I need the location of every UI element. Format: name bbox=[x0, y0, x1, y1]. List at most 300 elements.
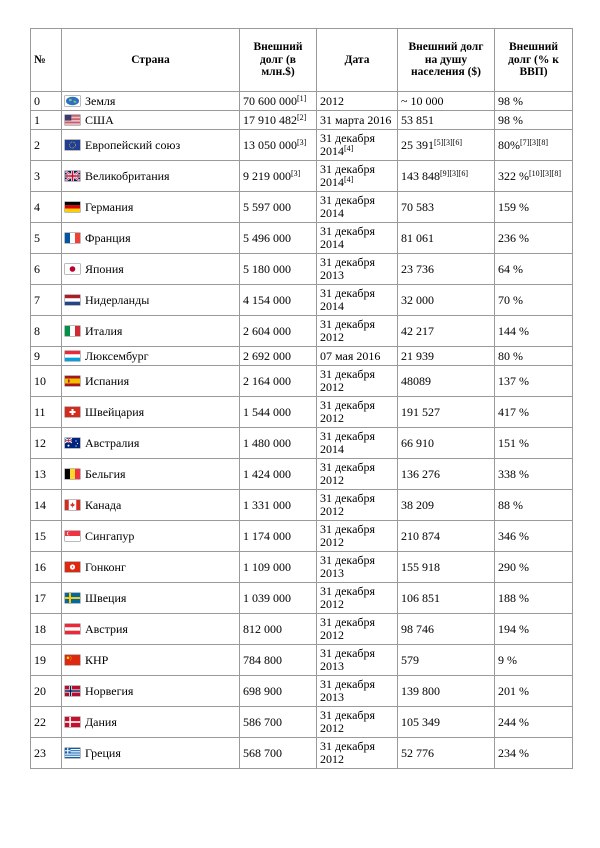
date-reference[interactable]: [4] bbox=[344, 175, 354, 184]
cell-gdp bbox=[495, 676, 573, 707]
cell-per-capita bbox=[398, 552, 495, 583]
debt-value: 1 544 000 bbox=[243, 404, 291, 419]
cell-debt bbox=[240, 192, 317, 223]
debt-value: 1 480 000 bbox=[243, 435, 291, 450]
cell-num bbox=[31, 707, 62, 738]
table-row bbox=[31, 707, 573, 738]
cell-country bbox=[62, 676, 240, 707]
earth-flag-icon bbox=[65, 94, 85, 108]
cell-num bbox=[31, 111, 62, 130]
header-num: № bbox=[31, 29, 62, 92]
cell-per-capita bbox=[398, 428, 495, 459]
debt-value: 4 154 000 bbox=[243, 292, 291, 307]
cell-num bbox=[31, 347, 62, 366]
table-row bbox=[31, 366, 573, 397]
debt-value: 586 700 bbox=[243, 714, 282, 729]
cell-gdp bbox=[495, 347, 573, 366]
cell-gdp bbox=[495, 254, 573, 285]
gdp-value: 244 % bbox=[498, 714, 529, 729]
table-row bbox=[31, 552, 573, 583]
debt-reference[interactable]: [2] bbox=[297, 112, 307, 122]
country-name: Европейский союз bbox=[85, 137, 181, 152]
china-flag-icon bbox=[65, 653, 85, 667]
cell-num bbox=[31, 490, 62, 521]
cell-country bbox=[62, 223, 240, 254]
cell-num bbox=[31, 614, 62, 645]
japan-flag-icon bbox=[65, 262, 85, 276]
row-number: 2 bbox=[34, 137, 40, 152]
per-capita-value: 136 276 bbox=[401, 466, 440, 481]
country-name: КНР bbox=[85, 652, 109, 667]
cell-gdp bbox=[495, 111, 573, 130]
row-number: 5 bbox=[34, 230, 40, 245]
date-value: 2012 bbox=[320, 93, 344, 108]
cell-gdp bbox=[495, 552, 573, 583]
cell-country bbox=[62, 366, 240, 397]
cell-debt bbox=[240, 552, 317, 583]
table-row bbox=[31, 459, 573, 490]
cell-country bbox=[62, 428, 240, 459]
table-row bbox=[31, 347, 573, 366]
country-name: Дания bbox=[85, 714, 117, 729]
switzerland-flag-icon bbox=[65, 405, 85, 419]
gdp-value: 98 % bbox=[498, 93, 523, 108]
per-capita-value: 106 851 bbox=[401, 590, 440, 605]
debt-reference[interactable]: [3] bbox=[297, 137, 307, 147]
country-name: Норвегия bbox=[85, 683, 134, 698]
date-value: 31 декабря 2013 bbox=[320, 677, 376, 704]
table-row bbox=[31, 738, 573, 769]
table-row bbox=[31, 614, 573, 645]
debt-reference[interactable]: [1] bbox=[297, 93, 307, 103]
cell-date bbox=[317, 428, 398, 459]
cell-debt bbox=[240, 521, 317, 552]
gdp-value: 290 % bbox=[498, 559, 529, 574]
date-value: 31 марта 2016 bbox=[320, 112, 392, 127]
gdp-value: 80 % bbox=[498, 348, 523, 363]
cell-per-capita bbox=[398, 366, 495, 397]
per-capita-reference[interactable]: [9][3][6] bbox=[440, 168, 468, 178]
gdp-value: 159 % bbox=[498, 199, 529, 214]
cell-per-capita bbox=[398, 707, 495, 738]
cell-date bbox=[317, 92, 398, 111]
cell-per-capita bbox=[398, 459, 495, 490]
cell-per-capita bbox=[398, 614, 495, 645]
cell-debt bbox=[240, 223, 317, 254]
cell-date bbox=[317, 459, 398, 490]
canada-flag-icon bbox=[65, 498, 85, 512]
cell-debt bbox=[240, 130, 317, 161]
date-value: 07 мая 2016 bbox=[320, 348, 381, 363]
belgium-flag-icon bbox=[65, 467, 85, 481]
header-gdp: Внешний долг (% к ВВП) bbox=[495, 29, 573, 92]
date-value: 31 декабря 2014 bbox=[320, 131, 376, 158]
hongkong-flag-icon bbox=[65, 560, 85, 574]
per-capita-value: 81 061 bbox=[401, 230, 434, 245]
per-capita-value: 143 848 bbox=[401, 168, 440, 183]
cell-gdp bbox=[495, 428, 573, 459]
gdp-value: 234 % bbox=[498, 745, 529, 760]
cell-country bbox=[62, 707, 240, 738]
table-row bbox=[31, 161, 573, 192]
gdp-value: 417 % bbox=[498, 404, 529, 419]
cell-debt bbox=[240, 459, 317, 490]
cell-gdp bbox=[495, 490, 573, 521]
date-reference[interactable]: [4] bbox=[344, 144, 354, 153]
row-number: 10 bbox=[34, 373, 46, 388]
table-row bbox=[31, 521, 573, 552]
country-name: Гонконг bbox=[85, 559, 126, 574]
row-number: 15 bbox=[34, 528, 46, 543]
cell-num bbox=[31, 738, 62, 769]
country-name: Сингапур bbox=[85, 528, 135, 543]
cell-country bbox=[62, 738, 240, 769]
debt-value: 13 050 000 bbox=[243, 137, 297, 152]
debt-value: 5 597 000 bbox=[243, 199, 291, 214]
country-name: Бельгия bbox=[85, 466, 126, 481]
debt-value: 1 424 000 bbox=[243, 466, 291, 481]
table-row bbox=[31, 192, 573, 223]
country-name: Земля bbox=[85, 93, 116, 108]
cell-debt bbox=[240, 428, 317, 459]
debt-reference[interactable]: [3] bbox=[291, 168, 301, 178]
cell-num bbox=[31, 397, 62, 428]
gdp-value: 80% bbox=[498, 137, 520, 152]
per-capita-value: 66 910 bbox=[401, 435, 434, 450]
cell-num bbox=[31, 583, 62, 614]
cell-date bbox=[317, 521, 398, 552]
header-date: Дата bbox=[317, 29, 398, 92]
cell-country bbox=[62, 552, 240, 583]
cell-gdp bbox=[495, 316, 573, 347]
cell-country bbox=[62, 161, 240, 192]
table-row bbox=[31, 397, 573, 428]
cell-country bbox=[62, 254, 240, 285]
row-number: 22 bbox=[34, 714, 46, 729]
debt-value: 698 900 bbox=[243, 683, 282, 698]
per-capita-value: 139 800 bbox=[401, 683, 440, 698]
cell-num bbox=[31, 676, 62, 707]
date-value: 31 декабря 2012 bbox=[320, 317, 376, 344]
table-row bbox=[31, 316, 573, 347]
cell-country bbox=[62, 459, 240, 490]
debt-value: 5 180 000 bbox=[243, 261, 291, 276]
date-value: 31 декабря 2014 bbox=[320, 286, 376, 313]
date-value: 31 декабря 2014 bbox=[320, 224, 376, 251]
table-row bbox=[31, 254, 573, 285]
cell-debt bbox=[240, 366, 317, 397]
cell-gdp bbox=[495, 161, 573, 192]
cell-debt bbox=[240, 645, 317, 676]
cell-num bbox=[31, 645, 62, 676]
debt-value: 1 039 000 bbox=[243, 590, 291, 605]
italy-flag-icon bbox=[65, 324, 85, 338]
country-name: Испания bbox=[85, 373, 130, 388]
cell-gdp bbox=[495, 614, 573, 645]
cell-num bbox=[31, 366, 62, 397]
debt-value: 784 800 bbox=[243, 652, 282, 667]
cell-num bbox=[31, 459, 62, 490]
debt-value: 17 910 482 bbox=[243, 112, 297, 127]
cell-per-capita bbox=[398, 285, 495, 316]
per-capita-value: 38 209 bbox=[401, 497, 434, 512]
cell-country bbox=[62, 583, 240, 614]
country-name: Австралия bbox=[85, 435, 140, 450]
debt-value: 9 219 000 bbox=[243, 168, 291, 183]
per-capita-value: 579 bbox=[401, 652, 419, 667]
gdp-value: 322 % bbox=[498, 168, 529, 183]
gdp-value: 137 % bbox=[498, 373, 529, 388]
date-value: 31 декабря 2012 bbox=[320, 584, 376, 611]
cell-gdp bbox=[495, 707, 573, 738]
cell-debt bbox=[240, 583, 317, 614]
cell-gdp bbox=[495, 285, 573, 316]
per-capita-value: 53 851 bbox=[401, 112, 434, 127]
gdp-value: 151 % bbox=[498, 435, 529, 450]
country-name: Канада bbox=[85, 497, 122, 512]
cell-num bbox=[31, 552, 62, 583]
cell-debt bbox=[240, 161, 317, 192]
cell-per-capita bbox=[398, 223, 495, 254]
row-number: 17 bbox=[34, 590, 46, 605]
row-number: 19 bbox=[34, 652, 46, 667]
cell-date bbox=[317, 707, 398, 738]
cell-gdp bbox=[495, 92, 573, 111]
cell-per-capita bbox=[398, 676, 495, 707]
row-number: 12 bbox=[34, 435, 46, 450]
table-row bbox=[31, 490, 573, 521]
gdp-value: 338 % bbox=[498, 466, 529, 481]
cell-date bbox=[317, 366, 398, 397]
row-number: 6 bbox=[34, 261, 40, 276]
gdp-reference[interactable]: [10][3][8] bbox=[529, 168, 561, 178]
debt-value: 2 604 000 bbox=[243, 323, 291, 338]
date-value: 31 декабря 2013 bbox=[320, 255, 376, 282]
date-value: 31 декабря 2012 bbox=[320, 460, 376, 487]
cell-num bbox=[31, 316, 62, 347]
table-row bbox=[31, 223, 573, 254]
cell-date bbox=[317, 347, 398, 366]
date-value: 31 декабря 2014 bbox=[320, 429, 376, 456]
per-capita-value: 23 736 bbox=[401, 261, 434, 276]
cell-per-capita bbox=[398, 738, 495, 769]
greece-flag-icon bbox=[65, 746, 85, 760]
country-name: Австрия bbox=[85, 621, 128, 636]
cell-gdp bbox=[495, 192, 573, 223]
table-row bbox=[31, 676, 573, 707]
table-row bbox=[31, 645, 573, 676]
cell-date bbox=[317, 223, 398, 254]
cell-num bbox=[31, 192, 62, 223]
cell-country bbox=[62, 490, 240, 521]
cell-date bbox=[317, 583, 398, 614]
per-capita-value: 70 583 bbox=[401, 199, 434, 214]
country-name: Япония bbox=[85, 261, 124, 276]
date-value: 31 декабря 2014 bbox=[320, 162, 376, 189]
sweden-flag-icon bbox=[65, 591, 85, 605]
table-row bbox=[31, 583, 573, 614]
cell-debt bbox=[240, 490, 317, 521]
country-name: Люксембург bbox=[85, 348, 149, 363]
cell-date bbox=[317, 676, 398, 707]
date-value: 31 декабря 2013 bbox=[320, 553, 376, 580]
gdp-value: 88 % bbox=[498, 497, 523, 512]
debt-value: 70 600 000 bbox=[243, 93, 297, 108]
debt-value: 2 692 000 bbox=[243, 348, 291, 363]
row-number: 9 bbox=[34, 348, 40, 363]
table-row bbox=[31, 92, 573, 111]
gdp-value: 194 % bbox=[498, 621, 529, 636]
cell-debt bbox=[240, 285, 317, 316]
cell-date bbox=[317, 161, 398, 192]
cell-gdp bbox=[495, 738, 573, 769]
cell-date bbox=[317, 490, 398, 521]
cell-per-capita bbox=[398, 490, 495, 521]
cell-date bbox=[317, 552, 398, 583]
gdp-value: 98 % bbox=[498, 112, 523, 127]
gdp-value: 188 % bbox=[498, 590, 529, 605]
cell-date bbox=[317, 614, 398, 645]
gdp-value: 346 % bbox=[498, 528, 529, 543]
row-number: 7 bbox=[34, 292, 40, 307]
per-capita-value: 42 217 bbox=[401, 323, 434, 338]
luxembourg-flag-icon bbox=[65, 349, 85, 363]
cell-per-capita bbox=[398, 192, 495, 223]
per-capita-value: 105 349 bbox=[401, 714, 440, 729]
cell-gdp bbox=[495, 645, 573, 676]
per-capita-value: ~ 10 000 bbox=[401, 93, 444, 108]
cell-num bbox=[31, 428, 62, 459]
country-name: Германия bbox=[85, 199, 134, 214]
cell-country bbox=[62, 130, 240, 161]
debt-value: 2 164 000 bbox=[243, 373, 291, 388]
header-per-capita: Внешний долг на душу населения ($) bbox=[398, 29, 495, 92]
country-name: Великобритания bbox=[85, 168, 170, 183]
cell-country bbox=[62, 397, 240, 428]
table-row bbox=[31, 130, 573, 161]
date-value: 31 декабря 2013 bbox=[320, 646, 376, 673]
cell-debt bbox=[240, 676, 317, 707]
table-body bbox=[31, 92, 573, 769]
gdp-value: 70 % bbox=[498, 292, 523, 307]
per-capita-value: 210 874 bbox=[401, 528, 440, 543]
cell-country bbox=[62, 92, 240, 111]
per-capita-value: 48089 bbox=[401, 373, 431, 388]
cell-per-capita bbox=[398, 130, 495, 161]
cell-date bbox=[317, 397, 398, 428]
debt-value: 5 496 000 bbox=[243, 230, 291, 245]
cell-num bbox=[31, 161, 62, 192]
per-capita-value: 98 746 bbox=[401, 621, 434, 636]
cell-date bbox=[317, 192, 398, 223]
per-capita-value: 52 776 bbox=[401, 745, 434, 760]
gdp-reference[interactable]: [7][3][8] bbox=[520, 137, 548, 147]
per-capita-value: 32 000 bbox=[401, 292, 434, 307]
france-flag-icon bbox=[65, 231, 85, 245]
cell-debt bbox=[240, 316, 317, 347]
germany-flag-icon bbox=[65, 200, 85, 214]
country-name: Италия bbox=[85, 323, 123, 338]
cell-gdp bbox=[495, 130, 573, 161]
gdp-value: 9 % bbox=[498, 652, 517, 667]
cell-country bbox=[62, 347, 240, 366]
debt-value: 1 109 000 bbox=[243, 559, 291, 574]
netherlands-flag-icon bbox=[65, 293, 85, 307]
cell-per-capita bbox=[398, 521, 495, 552]
per-capita-value: 191 527 bbox=[401, 404, 440, 419]
per-capita-value: 155 918 bbox=[401, 559, 440, 574]
cell-num bbox=[31, 223, 62, 254]
cell-date bbox=[317, 316, 398, 347]
cell-debt bbox=[240, 397, 317, 428]
cell-debt bbox=[240, 614, 317, 645]
debt-value: 1 174 000 bbox=[243, 528, 291, 543]
cell-date bbox=[317, 254, 398, 285]
cell-date bbox=[317, 645, 398, 676]
country-name: США bbox=[85, 112, 114, 127]
country-name: Швеция bbox=[85, 590, 127, 605]
cell-country bbox=[62, 614, 240, 645]
header-country: Страна bbox=[62, 29, 240, 92]
cell-debt bbox=[240, 92, 317, 111]
cell-country bbox=[62, 111, 240, 130]
date-value: 31 декабря 2012 bbox=[320, 398, 376, 425]
denmark-flag-icon bbox=[65, 715, 85, 729]
row-number: 18 bbox=[34, 621, 46, 636]
country-name: Швейцария bbox=[85, 404, 145, 419]
table-row bbox=[31, 428, 573, 459]
austria-flag-icon bbox=[65, 622, 85, 636]
cell-debt bbox=[240, 111, 317, 130]
cell-per-capita bbox=[398, 316, 495, 347]
date-value: 31 декабря 2012 bbox=[320, 367, 376, 394]
uk-flag-icon bbox=[65, 169, 85, 183]
cell-debt bbox=[240, 254, 317, 285]
row-number: 4 bbox=[34, 199, 40, 214]
date-value: 31 декабря 2014 bbox=[320, 193, 376, 220]
cell-num bbox=[31, 254, 62, 285]
cell-date bbox=[317, 111, 398, 130]
per-capita-reference[interactable]: [5][3][6] bbox=[434, 137, 462, 147]
cell-debt bbox=[240, 347, 317, 366]
gdp-value: 236 % bbox=[498, 230, 529, 245]
cell-gdp bbox=[495, 397, 573, 428]
cell-debt bbox=[240, 707, 317, 738]
header-row bbox=[31, 29, 573, 92]
per-capita-value: 25 391 bbox=[401, 137, 434, 152]
row-number: 20 bbox=[34, 683, 46, 698]
cell-country bbox=[62, 285, 240, 316]
cell-gdp bbox=[495, 521, 573, 552]
cell-date bbox=[317, 285, 398, 316]
debt-value: 568 700 bbox=[243, 745, 282, 760]
row-number: 14 bbox=[34, 497, 46, 512]
cell-per-capita bbox=[398, 347, 495, 366]
row-number: 8 bbox=[34, 323, 40, 338]
gdp-value: 144 % bbox=[498, 323, 529, 338]
cell-date bbox=[317, 130, 398, 161]
country-name: Франция bbox=[85, 230, 131, 245]
cell-per-capita bbox=[398, 254, 495, 285]
header-debt: Внешний долг (в млн.$) bbox=[240, 29, 317, 92]
cell-gdp bbox=[495, 366, 573, 397]
table-row bbox=[31, 285, 573, 316]
debt-value: 812 000 bbox=[243, 621, 282, 636]
singapore-flag-icon bbox=[65, 529, 85, 543]
cell-debt bbox=[240, 738, 317, 769]
row-number: 0 bbox=[34, 93, 40, 108]
cell-gdp bbox=[495, 223, 573, 254]
